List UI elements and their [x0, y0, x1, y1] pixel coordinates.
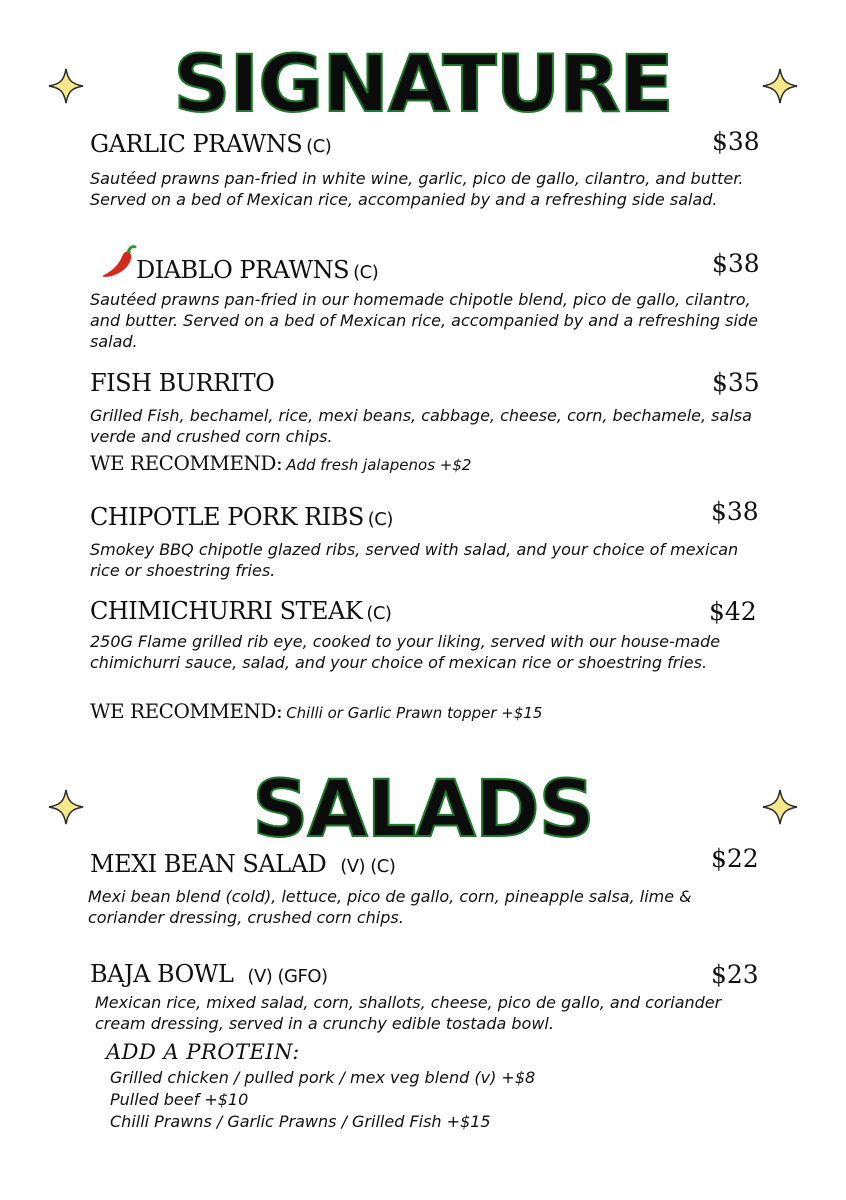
- protein-option: Grilled chicken / pulled pork / mex veg blend (v) +$8: [110, 1068, 536, 1087]
- menu-item-description: 250G Flame grilled rib eye, cooked to your liking, served with our house-made chimichurri sauce, salad, and your choice of mexican rice or shoestring fries.: [90, 632, 721, 672]
- menu-item-description: Mexi bean blend (cold), lettuce, pico de gallo, corn, pineapple salsa, lime & coriander dressing, crushed corn chips.: [88, 887, 692, 927]
- add-protein-title: ADD A PROTEIN:: [106, 1040, 300, 1064]
- recommendation: [90, 451, 471, 475]
- menu-item-description: Smokey BBQ chipotle glazed ribs, served with salad, and your choice of mexican rice or shoestring fries.: [90, 540, 739, 580]
- signature-title: SIGNATURE: [173, 40, 673, 130]
- chili-pepper-icon: [100, 244, 138, 280]
- menu-item-price: $35: [712, 368, 760, 397]
- recommend-label: WE RECOMMEND:: [90, 451, 283, 475]
- protein-option: Chilli Prawns / Garlic Prawns / Grilled Fish +$15: [110, 1112, 491, 1131]
- recommendation: [90, 699, 542, 723]
- menu-item-name: MEXI BEAN SALAD (V) (C): [90, 850, 396, 878]
- menu-item-name: DIABLO PRAWNS (C): [136, 256, 379, 284]
- dietary-tag: (V) (C): [340, 856, 396, 877]
- dietary-tag: (C): [353, 262, 379, 283]
- menu-item-description: Mexican rice, mixed salad, corn, shallots, cheese, pico de gallo, and coriander cream dressing, served in a crunchy edible tostada bowl.: [95, 993, 722, 1033]
- menu-item-price: $22: [711, 844, 759, 873]
- menu-item-description: Sautéed prawns pan-fried in white wine, garlic, pico de gallo, cilantro, and butter. Served on a bed of Mexican rice, accompanied by and a refreshing side salad.: [90, 169, 744, 209]
- dietary-tag: (C): [366, 603, 392, 624]
- menu-item-description: Sautéed prawns pan-fried in our homemade chipotle blend, pico de gallo, cilantro, and butter. Served on a bed of Mexican rice, accompanied by and a refreshing side salad.: [90, 290, 758, 351]
- recommend-label: WE RECOMMEND:: [90, 699, 283, 723]
- menu-item-price: $38: [712, 127, 760, 156]
- protein-option: Pulled beef +$10: [110, 1090, 249, 1109]
- dietary-tag: (C): [367, 509, 393, 530]
- salads-title: SALADS: [252, 765, 594, 855]
- recommend-text: Chilli or Garlic Prawn topper +$15: [286, 704, 543, 722]
- menu-item-name: FISH BURRITO: [90, 369, 275, 397]
- menu-item-name: CHIMICHURRI STEAK (C): [90, 597, 392, 625]
- dietary-tag: (V) (GFO): [247, 966, 328, 987]
- menu-item-price: $38: [711, 497, 759, 526]
- recommend-text: Add fresh jalapenos +$2: [286, 456, 472, 474]
- menu-item-price: $42: [709, 597, 757, 626]
- dietary-tag: (C): [306, 136, 332, 157]
- menu-item-name: CHIPOTLE PORK RIBS (C): [90, 503, 393, 531]
- menu-item-name: BAJA BOWL (V) (GFO): [90, 960, 328, 988]
- menu-item-price: $23: [711, 960, 759, 989]
- menu-item-description: Grilled Fish, bechamel, rice, mexi beans, cabbage, cheese, corn, bechamele, salsa verde and crushed corn chips.: [90, 406, 752, 446]
- menu-item-price: $38: [712, 249, 760, 278]
- menu-item-name: GARLIC PRAWNS (C): [90, 130, 332, 158]
